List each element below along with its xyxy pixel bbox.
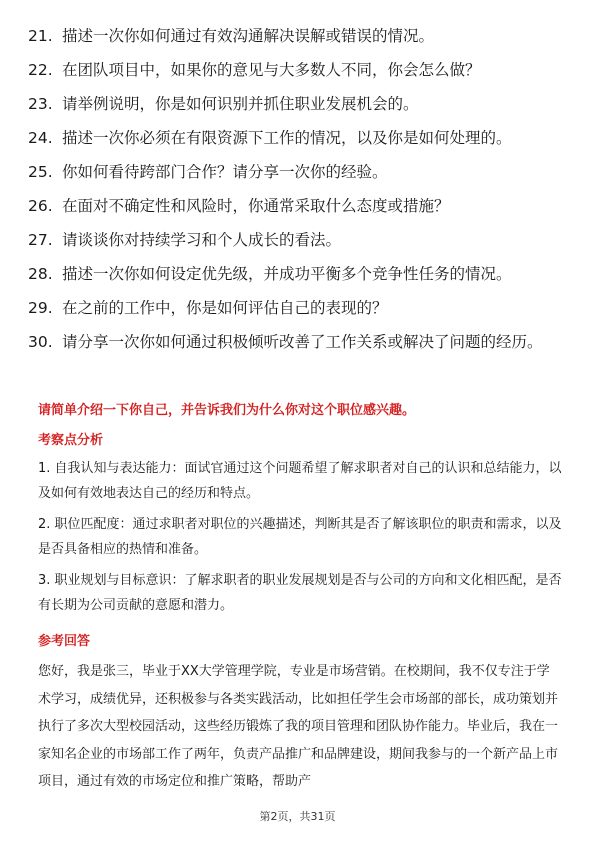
question-item bbox=[28, 330, 568, 354]
analysis-heading: 考察点分析 bbox=[38, 433, 104, 448]
answer-paragraph: 您好，我是张三，毕业于XX大学管理学院，专业是市场营销。在校期间，我不仅专注于学术学习，成绩优异，还积极参与各类实践活动，比如担任学生会市场部的部长，成功策划并执行了多次大型校园活动，这些经历锻炼了我的项目管理和团队协作能力。毕业后，我在一家知名企业的市场部工作了两年，负责产品推广和品牌建设，期间我参与的一个新产品上市项目，通过有效的市场定位和推广策略，帮助产 bbox=[38, 664, 559, 789]
question-number: 23. bbox=[28, 95, 53, 113]
question-list bbox=[28, 24, 568, 364]
analysis-item: 2. 职位匹配度：通过求职者对职位的兴趣描述，判断其是否了解该职位的职责和需求，以及是否具备相应的热情和准备。 bbox=[38, 517, 562, 557]
question-text: 请谈谈你对持续学习和个人成长的看法。 bbox=[62, 231, 342, 249]
question-text: 在之前的工作中，你是如何评估自己的表现的？ bbox=[62, 299, 388, 317]
question-text: 在团队项目中，如果你的意见与大多数人不同，你会怎么做？ bbox=[62, 61, 481, 79]
question-number: 21. bbox=[28, 27, 53, 45]
question-item bbox=[28, 160, 568, 184]
page-number-footer: 第2页，共31页 bbox=[259, 810, 336, 823]
question-item bbox=[28, 262, 568, 286]
question-number: 28. bbox=[28, 265, 53, 283]
question-number: 29. bbox=[28, 299, 53, 317]
question-number: 25. bbox=[28, 163, 53, 181]
question-text: 描述一次你如何通过有效沟通解决误解或错误的情况。 bbox=[62, 27, 435, 45]
question-item bbox=[28, 194, 568, 218]
question-number: 24. bbox=[28, 129, 53, 147]
question-text: 请分享一次你如何通过积极倾听改善了工作关系或解决了问题的经历。 bbox=[62, 333, 543, 351]
answer-heading: 参考回答 bbox=[38, 634, 91, 649]
question-number: 30. bbox=[28, 333, 53, 351]
question-item bbox=[28, 58, 568, 82]
question-text: 在面对不确定性和风险时，你通常采取什么态度或措施？ bbox=[62, 197, 450, 215]
question-number: 22. bbox=[28, 61, 53, 79]
analysis-list bbox=[38, 456, 562, 624]
question-text: 请举例说明，你是如何识别并抓住职业发展机会的。 bbox=[62, 95, 419, 113]
analysis-item: 3. 职业规划与目标意识：了解求职者的职业发展规划是否与公司的方向和文化相匹配，是否有长期为公司贡献的意愿和潜力。 bbox=[38, 573, 562, 613]
question-item bbox=[28, 92, 568, 116]
question-text: 描述一次你必须在有限资源下工作的情况，以及你是如何处理的。 bbox=[62, 129, 512, 147]
question-item bbox=[28, 228, 568, 252]
question-number: 26. bbox=[28, 197, 53, 215]
question-item bbox=[28, 126, 568, 150]
analysis-item: 1. 自我认知与表达能力：面试官通过这个问题希望了解求职者对自己的认识和总结能力，以及如何有效地表达自己的经历和特点。 bbox=[38, 461, 562, 501]
question-item bbox=[28, 24, 568, 48]
featured-question: 请简单介绍一下你自己，并告诉我们为什么你对这个职位感兴趣。 bbox=[38, 403, 416, 418]
question-text: 你如何看待跨部门合作？请分享一次你的经验。 bbox=[62, 163, 388, 181]
question-item bbox=[28, 296, 568, 320]
question-number: 27. bbox=[28, 231, 53, 249]
question-text: 描述一次你如何设定优先级，并成功平衡多个竞争性任务的情况。 bbox=[62, 265, 512, 283]
